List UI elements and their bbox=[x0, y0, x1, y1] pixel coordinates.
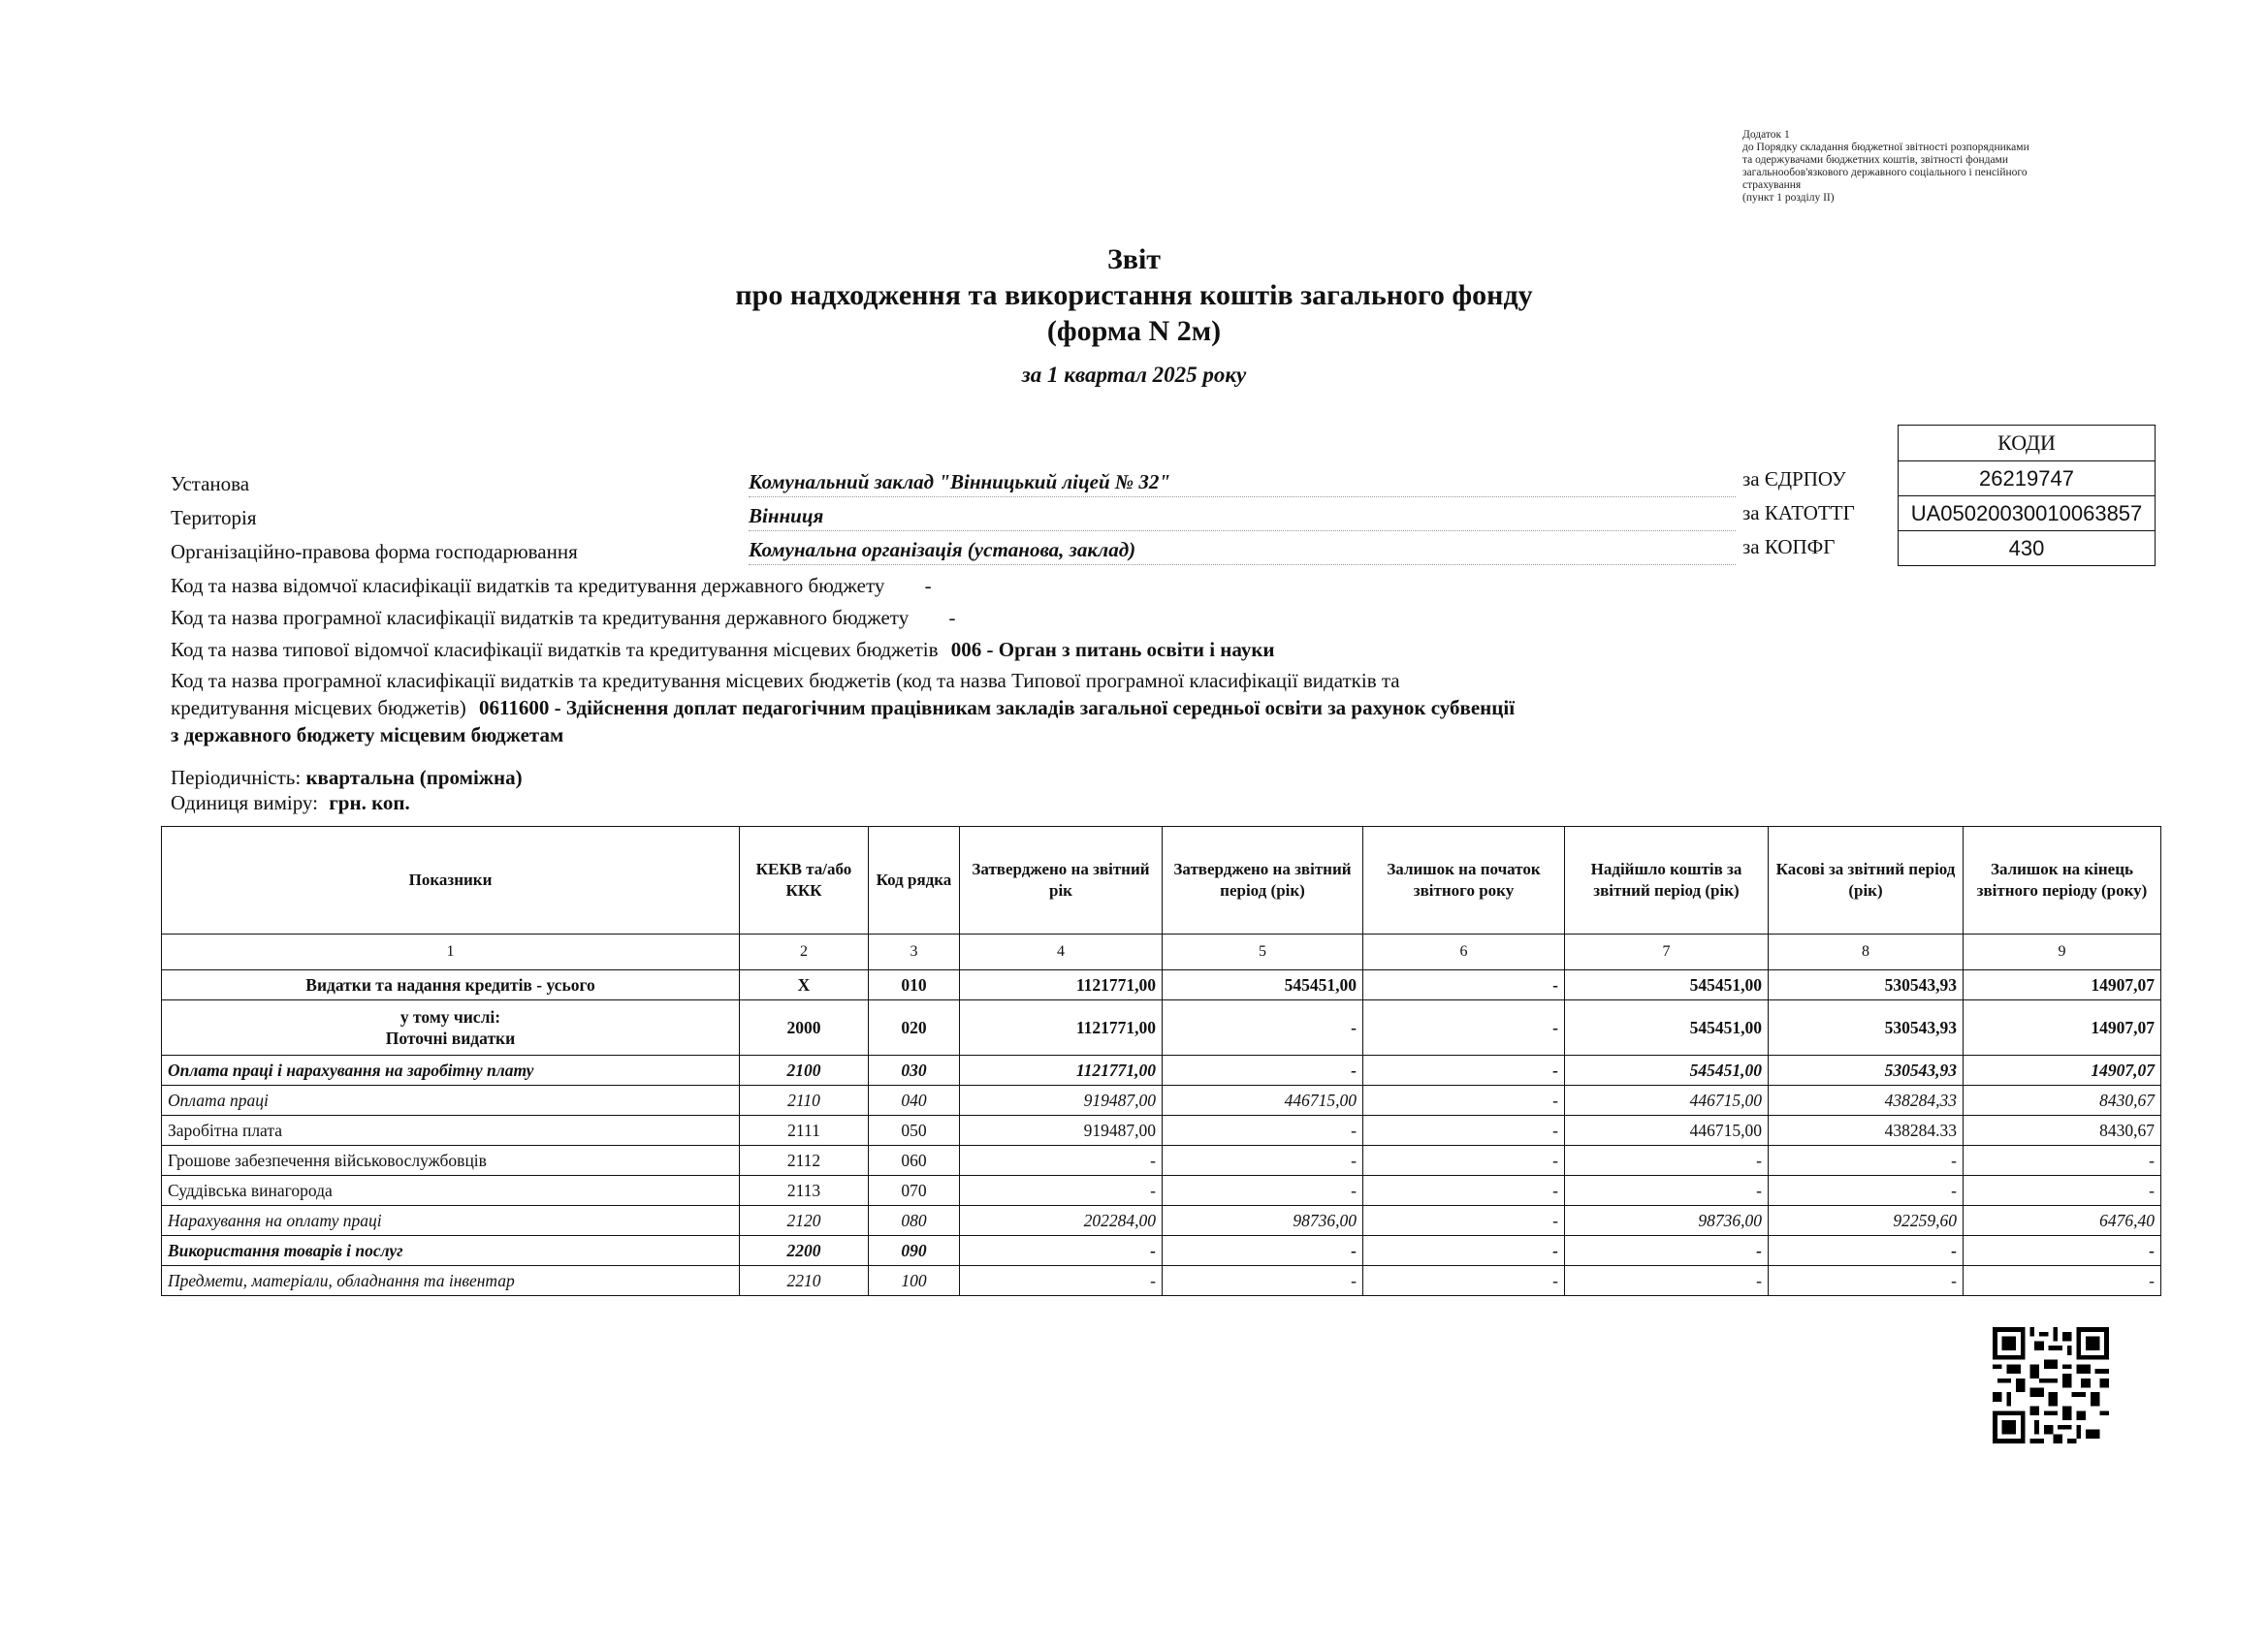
row-c8: - bbox=[1769, 1146, 1964, 1176]
dept-state-value: - bbox=[924, 574, 932, 597]
row-name: Оплата праці bbox=[162, 1086, 740, 1116]
report-table bbox=[161, 826, 2161, 1296]
row-name: Використання товарів і послуг bbox=[162, 1236, 740, 1266]
unit-label: Одиниця виміру: bbox=[171, 791, 318, 814]
row-c7: 98736,00 bbox=[1565, 1206, 1769, 1236]
row-c7: 545451,00 bbox=[1565, 1056, 1769, 1086]
katottg-label: за КАТОТТГ bbox=[1742, 501, 1855, 524]
row-kekv: 2000 bbox=[740, 1000, 869, 1056]
row-name: Видатки та надання кредитів - усього bbox=[162, 970, 740, 1000]
row-code: 030 bbox=[869, 1056, 960, 1086]
annex-line: та одержувачами бюджетних коштів, звітності фондами bbox=[1742, 154, 2008, 166]
row-name-line: Поточні видатки bbox=[385, 1029, 516, 1048]
row-c7: 446715,00 bbox=[1565, 1116, 1769, 1146]
row-c6: - bbox=[1363, 1206, 1565, 1236]
table-row bbox=[162, 1056, 2161, 1086]
katottg-code: UA05020030010063857 bbox=[1899, 495, 2155, 530]
row-c4: 919487,00 bbox=[960, 1086, 1163, 1116]
row-c4: 1121771,00 bbox=[960, 1000, 1163, 1056]
row-c7: 545451,00 bbox=[1565, 1000, 1769, 1056]
col-header: Залишок на початок звітного року bbox=[1363, 827, 1565, 935]
row-name: Нарахування на оплату праці bbox=[162, 1206, 740, 1236]
col-number: 4 bbox=[960, 935, 1163, 970]
row-c8: 530543,93 bbox=[1769, 1056, 1964, 1086]
report-title bbox=[0, 242, 2268, 392]
prog-local-value-2: з державного бюджету місцевим бюджетам bbox=[171, 723, 564, 746]
title-line-3: (форма N 2м) bbox=[1046, 315, 1222, 347]
institution-value: Комунальний заклад "Вінницький ліцей № 32" bbox=[749, 470, 1171, 493]
col-header: Затверджено на звітний рік bbox=[960, 827, 1163, 935]
col-header: Код рядка bbox=[869, 827, 960, 935]
col-number: 7 bbox=[1565, 935, 1769, 970]
row-code: 100 bbox=[869, 1266, 960, 1296]
typical-dept-label: Код та назва типової відомчої класифікації видатків та кредитування місцевих бюджетів bbox=[171, 638, 939, 661]
row-c9: - bbox=[1964, 1176, 2161, 1206]
row-c9: 8430,67 bbox=[1964, 1116, 2161, 1146]
codes-header: КОДИ bbox=[1997, 430, 2056, 455]
column-number-row bbox=[162, 935, 2161, 970]
table-row bbox=[162, 970, 2161, 1000]
row-c7: - bbox=[1565, 1176, 1769, 1206]
row-c5: - bbox=[1163, 1266, 1363, 1296]
unit-line bbox=[171, 791, 410, 815]
row-kekv: 2200 bbox=[740, 1236, 869, 1266]
row-c5: - bbox=[1163, 1056, 1363, 1086]
kopfg-code: 430 bbox=[1899, 530, 2155, 565]
unit-value: грн. коп. bbox=[329, 791, 410, 814]
row-c9: - bbox=[1964, 1236, 2161, 1266]
col-header: Залишок на кінець звітного періоду (року) bbox=[1964, 827, 2161, 935]
row-c7: 545451,00 bbox=[1565, 970, 1769, 1000]
row-c5: 545451,00 bbox=[1163, 970, 1363, 1000]
prog-local-line-2 bbox=[171, 696, 1515, 720]
col-number: 9 bbox=[1964, 935, 2161, 970]
col-number: 8 bbox=[1769, 935, 1964, 970]
territory-value: Вінниця bbox=[749, 504, 824, 527]
prog-state-value: - bbox=[948, 606, 956, 629]
row-c6: - bbox=[1363, 1056, 1565, 1086]
annex-line: до Порядку складання бюджетної звітності розпорядниками bbox=[1742, 142, 2029, 153]
row-c7: - bbox=[1565, 1146, 1769, 1176]
row-c8: - bbox=[1769, 1266, 1964, 1296]
row-c5: 98736,00 bbox=[1163, 1206, 1363, 1236]
row-c4: - bbox=[960, 1266, 1163, 1296]
row-c8: - bbox=[1769, 1236, 1964, 1266]
row-kekv: X bbox=[740, 970, 869, 1000]
row-c9: - bbox=[1964, 1146, 2161, 1176]
territory-label: Територія bbox=[171, 506, 257, 529]
row-c4: 202284,00 bbox=[960, 1206, 1163, 1236]
row-c4: 1121771,00 bbox=[960, 970, 1163, 1000]
underline bbox=[749, 496, 1736, 497]
row-name-line: у тому числі: bbox=[399, 1007, 501, 1027]
row-c6: - bbox=[1363, 1086, 1565, 1116]
row-c7: - bbox=[1565, 1236, 1769, 1266]
row-kekv: 2112 bbox=[740, 1146, 869, 1176]
row-c4: - bbox=[960, 1236, 1163, 1266]
underline bbox=[749, 564, 1736, 565]
row-c8: - bbox=[1769, 1176, 1964, 1206]
row-c8: 530543,93 bbox=[1769, 1000, 1964, 1056]
codes-box bbox=[1898, 425, 2156, 566]
annex-line: (пункт 1 розділу II) bbox=[1742, 192, 1835, 204]
table-row bbox=[162, 1000, 2161, 1056]
row-name: Суддівська винагорода bbox=[162, 1176, 740, 1206]
table-row bbox=[162, 1236, 2161, 1266]
title-line-1: Звіт bbox=[1106, 243, 1162, 275]
edrpou-code: 26219747 bbox=[1899, 460, 2155, 495]
row-c9: 8430,67 bbox=[1964, 1086, 2161, 1116]
row-c5: 446715,00 bbox=[1163, 1086, 1363, 1116]
underline bbox=[749, 530, 1736, 531]
row-kekv: 2110 bbox=[740, 1086, 869, 1116]
prog-local-value: 0611600 - Здійснення доплат педагогічним працівникам закладів загальної середньої освіти за рахунок субвенції bbox=[479, 696, 1516, 719]
periodicity-label: Періодичність: bbox=[171, 766, 302, 789]
annex-note bbox=[1742, 129, 2150, 205]
row-kekv: 2100 bbox=[740, 1056, 869, 1086]
row-code: 020 bbox=[869, 1000, 960, 1056]
table-row bbox=[162, 1206, 2161, 1236]
row-name bbox=[162, 1000, 740, 1056]
dept-state-line bbox=[171, 574, 932, 598]
annex-line: загальнообов'язкового державного соціального і пенсійного bbox=[1742, 167, 2028, 178]
row-code: 010 bbox=[869, 970, 960, 1000]
table-row bbox=[162, 1116, 2161, 1146]
prog-local-line-1: Код та назва програмної класифікації видатків та кредитування місцевих бюджетів (код та назва Типової програмної класифікації видатків та bbox=[171, 669, 1400, 692]
row-c8: 92259,60 bbox=[1769, 1206, 1964, 1236]
row-code: 060 bbox=[869, 1146, 960, 1176]
col-number: 3 bbox=[869, 935, 960, 970]
typical-dept-value: 006 - Орган з питань освіти і науки bbox=[950, 638, 1275, 661]
prog-state-line bbox=[171, 606, 955, 630]
legal-form-label: Організаційно-правова форма господарювання bbox=[171, 540, 578, 563]
row-c9: 6476,40 bbox=[1964, 1206, 2161, 1236]
qr-code-icon bbox=[1993, 1327, 2109, 1443]
row-kekv: 2120 bbox=[740, 1206, 869, 1236]
row-code: 050 bbox=[869, 1116, 960, 1146]
row-c9: 14907,07 bbox=[1964, 1056, 2161, 1086]
edrpou-label: за ЄДРПОУ bbox=[1742, 467, 1846, 491]
table-row bbox=[162, 1146, 2161, 1176]
row-c4: 1121771,00 bbox=[960, 1056, 1163, 1086]
row-c6: - bbox=[1363, 1146, 1565, 1176]
row-c6: - bbox=[1363, 970, 1565, 1000]
typical-dept-line bbox=[171, 638, 1275, 662]
row-c7: 446715,00 bbox=[1565, 1086, 1769, 1116]
row-c5: - bbox=[1163, 1146, 1363, 1176]
row-c5: - bbox=[1163, 1000, 1363, 1056]
row-c6: - bbox=[1363, 1266, 1565, 1296]
row-kekv: 2113 bbox=[740, 1176, 869, 1206]
prog-local-line-3 bbox=[171, 723, 563, 747]
table-row bbox=[162, 1176, 2161, 1206]
annex-line: Додаток 1 bbox=[1742, 129, 1790, 141]
row-c5: - bbox=[1163, 1116, 1363, 1146]
row-name: Заробітна плата bbox=[162, 1116, 740, 1146]
col-number: 1 bbox=[162, 935, 740, 970]
table-header-row bbox=[162, 827, 2161, 935]
row-c8: 530543,93 bbox=[1769, 970, 1964, 1000]
periodicity-line bbox=[171, 766, 523, 790]
periodicity-value: квартальна (проміжна) bbox=[305, 766, 523, 789]
col-number: 2 bbox=[740, 935, 869, 970]
row-kekv: 2210 bbox=[740, 1266, 869, 1296]
report-period: за 1 квартал 2025 року bbox=[1021, 363, 1247, 387]
row-name: Грошове забезпечення військовослужбовців bbox=[162, 1146, 740, 1176]
row-c6: - bbox=[1363, 1236, 1565, 1266]
row-c7: - bbox=[1565, 1266, 1769, 1296]
col-number: 5 bbox=[1163, 935, 1363, 970]
row-c4: - bbox=[960, 1146, 1163, 1176]
row-c6: - bbox=[1363, 1116, 1565, 1146]
row-code: 070 bbox=[869, 1176, 960, 1206]
row-c6: - bbox=[1363, 1176, 1565, 1206]
row-c4: - bbox=[960, 1176, 1163, 1206]
col-header: Надійшло коштів за звітний період (рік) bbox=[1565, 827, 1769, 935]
col-header: Затверджено на звітний період (рік) bbox=[1163, 827, 1363, 935]
col-header: Показники bbox=[162, 827, 740, 935]
row-c9: 14907,07 bbox=[1964, 1000, 2161, 1056]
row-c4: 919487,00 bbox=[960, 1116, 1163, 1146]
legal-form-value: Комунальна організація (установа, заклад) bbox=[749, 538, 1136, 561]
row-code: 080 bbox=[869, 1206, 960, 1236]
prog-state-label: Код та назва програмної класифікації видатків та кредитування державного бюджету bbox=[171, 606, 910, 629]
row-code: 040 bbox=[869, 1086, 960, 1116]
prog-local-label: кредитування місцевих бюджетів) bbox=[171, 696, 466, 719]
col-header: Касові за звітний період (рік) bbox=[1769, 827, 1964, 935]
row-kekv: 2111 bbox=[740, 1116, 869, 1146]
annex-line: страхування bbox=[1742, 179, 1802, 191]
title-line-2: про надходження та використання коштів загального фонду bbox=[735, 279, 1533, 311]
row-c8: 438284,33 bbox=[1769, 1086, 1964, 1116]
row-c6: - bbox=[1363, 1000, 1565, 1056]
kopfg-label: за КОПФГ bbox=[1742, 535, 1836, 558]
row-c5: - bbox=[1163, 1236, 1363, 1266]
row-code: 090 bbox=[869, 1236, 960, 1266]
dept-state-label: Код та назва відомчої класифікації видатків та кредитування державного бюджету bbox=[171, 574, 885, 597]
row-c5: - bbox=[1163, 1176, 1363, 1206]
table-row bbox=[162, 1086, 2161, 1116]
institution-label: Установа bbox=[171, 472, 250, 495]
col-header: КЕКВ та/або ККК bbox=[740, 827, 869, 935]
col-number: 6 bbox=[1363, 935, 1565, 970]
row-c9: 14907,07 bbox=[1964, 970, 2161, 1000]
row-name: Оплата праці і нарахування на заробітну плату bbox=[162, 1056, 740, 1086]
table-row bbox=[162, 1266, 2161, 1296]
row-c8: 438284.33 bbox=[1769, 1116, 1964, 1146]
row-c9: - bbox=[1964, 1266, 2161, 1296]
row-name: Предмети, матеріали, обладнання та інвентар bbox=[162, 1266, 740, 1296]
